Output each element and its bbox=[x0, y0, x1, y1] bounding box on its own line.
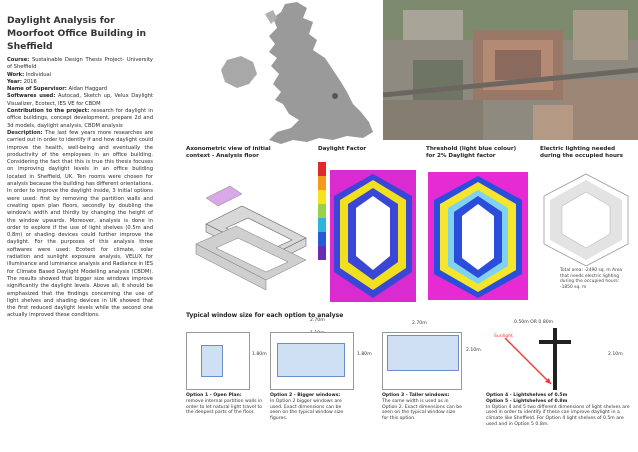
caption-threshold: Threshold (light blue colour) for 2% Daylight factor bbox=[426, 146, 517, 159]
option-4-shelf-dim: 0.50m OR 0.80m bbox=[514, 320, 554, 325]
uk-map-image bbox=[157, 0, 397, 148]
caption-axonometric: Axonometric view of initial context - Analysis floor bbox=[186, 146, 271, 159]
caption-daylight-factor: Daylight Factor bbox=[318, 146, 367, 152]
option-1-height-dim: 1.80m bbox=[252, 352, 267, 357]
light-shelf bbox=[539, 340, 571, 344]
threshold-map bbox=[426, 166, 530, 306]
project-meta bbox=[7, 57, 153, 130]
option-1-description: Option 1 - Open Plan: remove internal partition walls in order to let natural light travel to the deepest parts of the floor. bbox=[186, 393, 263, 416]
axonometric-view bbox=[186, 168, 324, 304]
meta-softwares: Softwares used: Autocad, Sketch up, Velux Daylight Visualizer, Ecotect, IES VE for CBDM bbox=[7, 93, 153, 107]
meta-supervisor: Name of Supervisor: Aidan Haggard bbox=[7, 86, 108, 93]
meta-work: Work: Individual bbox=[7, 71, 52, 78]
left-text-column bbox=[0, 0, 157, 452]
option-1-window bbox=[201, 345, 223, 377]
option-3-wall bbox=[382, 332, 462, 390]
aerial-photo bbox=[383, 0, 638, 140]
electric-lighting-map bbox=[536, 170, 636, 266]
sheffield-marker bbox=[332, 93, 338, 99]
sunlight-arrow bbox=[505, 338, 551, 384]
wall-section bbox=[553, 328, 557, 390]
option-2-window bbox=[277, 343, 345, 377]
meta-year: Year: 2016 bbox=[7, 78, 37, 85]
electric-lighting-note: Total area: -2490 sq. m Area that needs electric lighting during the occupied hours: -1850 sq. m bbox=[560, 268, 623, 290]
option-2-wall bbox=[270, 332, 354, 390]
option-3-height-dim: 2.10m bbox=[466, 348, 481, 353]
daylight-factor-legend bbox=[318, 162, 326, 260]
option-2-description: Option 2 - Bigger windows: In Option 2 bigger windows are used. Exact dimensions can be seen on the typical window size figures. bbox=[270, 393, 344, 422]
option-4-height-dim: 2.10m bbox=[608, 352, 623, 357]
option-1-wall bbox=[186, 332, 250, 390]
meta-contribution: Contribution to the project: research for daylight in office buildings, concept development, prepare 2d and 3d models, daylight analysis, CBDM analysis bbox=[7, 108, 153, 129]
options-heading: Typical window size for each option to analyse bbox=[186, 312, 344, 319]
description: Description: The last few years more researches are carried out in order to identify if and how daylight could improve the health, well-being and eventually the productivity of the employees in an office building. Considering the fact that this is true this thesis focuses on improving daylight levels in an office building located in Sheffield, UK. Ten rooms were chosen for analysis because the building has different orientations. In order to improve the daylight inside, 3 initial options were used: first by removing the partition walls and creating open plan floors, secondly by doubling the window's width and thirdly by changing the height of the window upwards. Moreover, analysis is done in order to explore if the use of light shelves (0.5m and 0.8m) or shading devices could further improve the daylight. For the purposes of this analysis three softwares were used: Ecotect for climate, solar radiation and sunlight exposure analysis, VELUX for illuminance and luminance analysis and Radiance in IES for Climate Based Daylight Modelling analysis (CBDM). The results showed that bigger size windows improve significantly the daylight levels. Above all, it should be emphasized that the findings concerning the use of light shelves and shading devices in UK showed that the first reduced daylight levels while the second one actually improved these conditions. bbox=[7, 129, 153, 319]
caption-electric-lighting: Electric lighting needed during the occupied hours bbox=[540, 146, 624, 159]
option-2-width-dim: 2.70m bbox=[310, 318, 325, 323]
option-3-window bbox=[387, 335, 459, 371]
option-3-description: Option 3 - Taller windows: The same width is used as in Option 2. Exact dimensions can be seen on the typical window size for this option. bbox=[382, 393, 462, 422]
option-2-height-dim: 1.80m bbox=[357, 352, 372, 357]
meta-course: Course: Sustainable Design Thesis Project- University of Sheffield bbox=[7, 57, 153, 71]
daylight-factor-map bbox=[318, 160, 418, 306]
sunlight-label: Sunlight bbox=[494, 334, 513, 339]
option-4-description: Option 4 - Lightshelves of 0.5m Option 5 - Lightshelves of 0.8m In Option 4 and 5 two different dimensions of light shelves are used in order to identify if these can improve daylight in a climate like Sheffield. For Option 4 light shelves of 0.5m are used and in Option 5 0.8m. bbox=[486, 393, 630, 427]
option-3-width-dim: 2.70m bbox=[412, 321, 427, 326]
page-title: Daylight Analysis for Moorfoot Office Building in Sheffield bbox=[7, 15, 147, 52]
